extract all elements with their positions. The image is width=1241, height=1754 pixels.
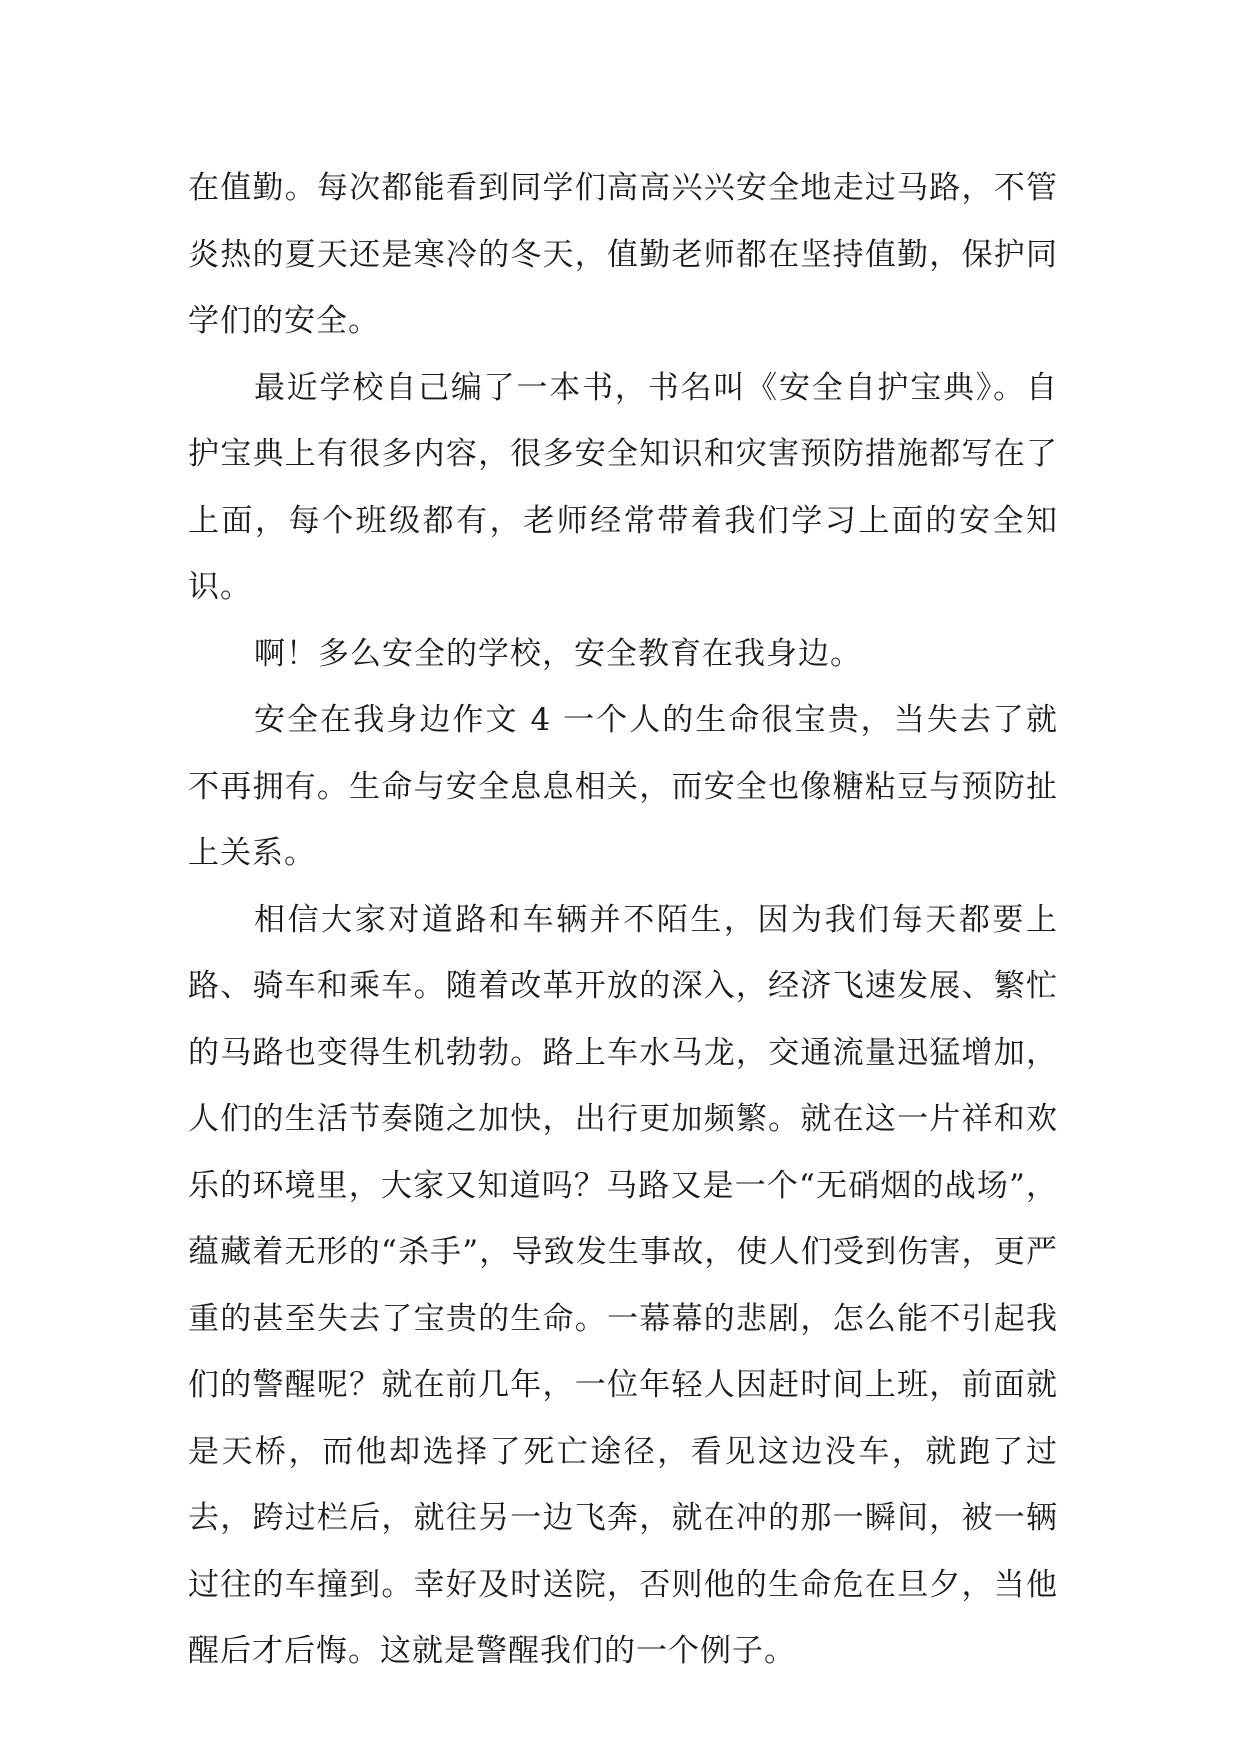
paragraph-2: 最近学校自己编了一本书，书名叫《安全自护宝典》。自护宝典上有很多内容，很多安全知识和灾害预防措施都写在了上面，每个班级都有，老师经常带着我们学习上面的安全知识。 [188, 369, 1058, 605]
document-page [188, 155, 1058, 1685]
paragraph-4: 安全在我身边作文 4 一个人的生命很宝贵，当失去了就不再拥有。生命与安全息息相关，而安全也像糖粘豆与预防扯上关系。 [188, 702, 1058, 871]
paragraph-1: 在值勤。每次都能看到同学们高高兴兴安全地走过马路，不管炎热的夏天还是寒冷的冬天，值勤老师都在坚持值勤，保护同学们的安全。 [188, 170, 1058, 339]
paragraph-3: 啊！多么安全的学校，安全教育在我身边。 [254, 635, 862, 672]
paragraph-5: 相信大家对道路和车辆并不陌生，因为我们每天都要上路、骑车和乘车。随着改革开放的深入，经济飞速发展、繁忙的马路也变得生机勃勃。路上车水马龙，交通流量迅猛增加，人们的生活节奏随之加快，出行更加频繁。就在这一片祥和欢乐的环境里，大家又知道吗？马路又是一个“无硝烟的战场”，蕴藏着无形的“杀手”，导致发生事故，使人们受到伤害，更严重的甚至失去了宝贵的生命。一幕幕的悲剧，怎么能不引起我们的警醒呢？就在前几年，一位年轻人因赶时间上班，前面就是天桥，而他却选择了死亡途径，看见这边没车，就跑了过去，跨过栏后，就往另一边飞奔，就在冲的那一瞬间，被一辆过往的车撞到。幸好及时送院，否则他的生命危在旦夕，当他醒后才后悔。这就是警醒我们的一个例子。 [188, 901, 1058, 1669]
